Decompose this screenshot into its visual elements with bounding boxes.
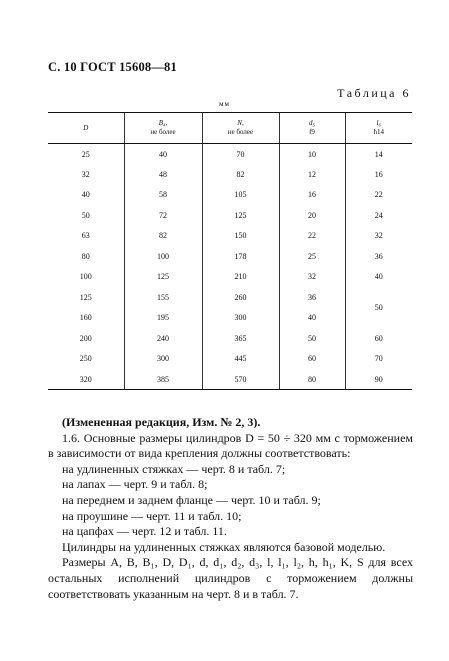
table-cell: 570 — [202, 369, 279, 390]
table-cell: 195 — [124, 308, 202, 329]
table-cell: 100 — [124, 246, 202, 267]
table-cell: 125 — [124, 267, 202, 288]
table-cell: 16 — [345, 164, 412, 185]
table-cell: 25 — [81, 149, 90, 159]
table-cell: 320 — [48, 369, 124, 390]
table-cell: 385 — [124, 369, 202, 390]
table-cell: 60 — [279, 349, 345, 370]
list-item: на удлиненных стяжках — черт. 8 и табл. 7; — [62, 461, 286, 476]
table-cell: 58 — [124, 185, 202, 206]
page-header: С. 10 ГОСТ 15608—81 — [48, 60, 177, 74]
table-cell: 20 — [279, 205, 345, 226]
table-caption: Таблица 6 — [337, 86, 411, 100]
table-cell: 72 — [124, 205, 202, 226]
table-cell: 22 — [345, 185, 412, 206]
table-cell: 365 — [202, 328, 279, 349]
table-cell: 50 — [279, 328, 345, 349]
table-cell: 36 — [345, 246, 412, 267]
table-cell: 40 — [345, 267, 412, 288]
table-cell: 155 — [124, 287, 202, 308]
table-row — [48, 328, 412, 349]
table-cell: 60 — [345, 328, 412, 349]
table-cell: 80 — [279, 369, 345, 390]
table-cell: 178 — [202, 246, 279, 267]
column-header-d5: d₅ f9 — [279, 113, 345, 144]
table-cell: 14 — [345, 144, 412, 165]
table-row — [48, 246, 412, 267]
table-cell: 32 — [279, 267, 345, 288]
table-cell: 22 — [279, 226, 345, 247]
clause-1-6: 1.6. Основные размеры цилиндров D = 50 ÷ 320 мм с торможением в зависимости от вида крепления должны соответствовать: — [48, 430, 413, 461]
table-row — [48, 226, 412, 247]
table-cell: 300 — [124, 349, 202, 370]
table-cell: 70 — [202, 144, 279, 165]
table-cell: 70 — [345, 349, 412, 370]
list-item: на переднем и заднем фланце — черт. 10 и табл. 9; — [62, 492, 321, 507]
table-row — [48, 369, 412, 390]
table-cell: 445 — [202, 349, 279, 370]
table-row — [48, 205, 412, 226]
table-row — [48, 164, 412, 185]
table-cell: 160 — [79, 313, 92, 323]
units-label: мм — [219, 100, 230, 108]
edition-note: (Измененная редакция, Изм. № 2, 3). — [62, 415, 261, 429]
table-cell: 40 — [81, 190, 90, 200]
table-cell-merged: 50 — [345, 287, 412, 328]
table-cell: 25 — [279, 246, 345, 267]
table-cell: 125 — [202, 205, 279, 226]
table-row — [48, 267, 412, 288]
table-cell: 63 — [81, 231, 90, 241]
body-text — [48, 415, 413, 602]
table-row — [48, 144, 412, 165]
table-cell: 10 — [279, 144, 345, 165]
table-row — [48, 185, 412, 206]
table-cell: 250 — [79, 354, 92, 364]
table-header-row — [48, 113, 412, 144]
table-cell: 32 — [345, 226, 412, 247]
table-cell: 16 — [279, 185, 345, 206]
table-cell: 80 — [81, 251, 90, 261]
table-cell: 150 — [202, 226, 279, 247]
table-cell: 105 — [202, 185, 279, 206]
table-cell: 12 — [279, 164, 345, 185]
table-cell: 40 — [124, 144, 202, 165]
dimensions-table — [48, 112, 412, 390]
table-cell: 200 — [79, 333, 92, 343]
table-cell: 82 — [124, 226, 202, 247]
list-item: на лапах — черт. 9 и табл. 8; — [62, 477, 208, 492]
table-cell: 260 — [202, 287, 279, 308]
table-cell: 36 — [279, 287, 345, 308]
table-cell: 90 — [345, 369, 412, 390]
column-header-l6: l₆ h14 — [345, 113, 412, 144]
table-cell: 48 — [124, 164, 202, 185]
table-cell: 24 — [345, 205, 412, 226]
dimensions-note: Размеры A, B, B₁, D, D₁, d, d₁, d₂, d₃, l, l₁, l₂, h, h₁, K, S для всех остальных исполнений цилиндров с торможением должны соответствовать указанным на черт. 8 и в табл. 7. — [48, 555, 413, 601]
table-cell: 32 — [81, 169, 90, 179]
table-cell: 125 — [79, 292, 92, 302]
table-cell: 300 — [202, 308, 279, 329]
table-cell: 40 — [279, 308, 345, 329]
base-model-note: Цилиндры на удлиненных стяжках являются базовой моделью. — [62, 539, 386, 554]
table-cell: 50 — [81, 210, 90, 220]
table-row — [48, 349, 412, 370]
table-cell: 210 — [202, 267, 279, 288]
table-row — [48, 287, 412, 308]
list-item: на проушине — черт. 11 и табл. 10; — [62, 508, 242, 523]
table-cell: 82 — [202, 164, 279, 185]
column-header-n: N, не более — [202, 113, 279, 144]
column-header-d: D — [48, 113, 124, 144]
table-cell: 240 — [124, 328, 202, 349]
column-header-b4: B₄, не более — [124, 113, 202, 144]
list-item: на цапфах — черт. 12 и табл. 11. — [62, 524, 227, 539]
table-cell: 100 — [79, 272, 92, 282]
